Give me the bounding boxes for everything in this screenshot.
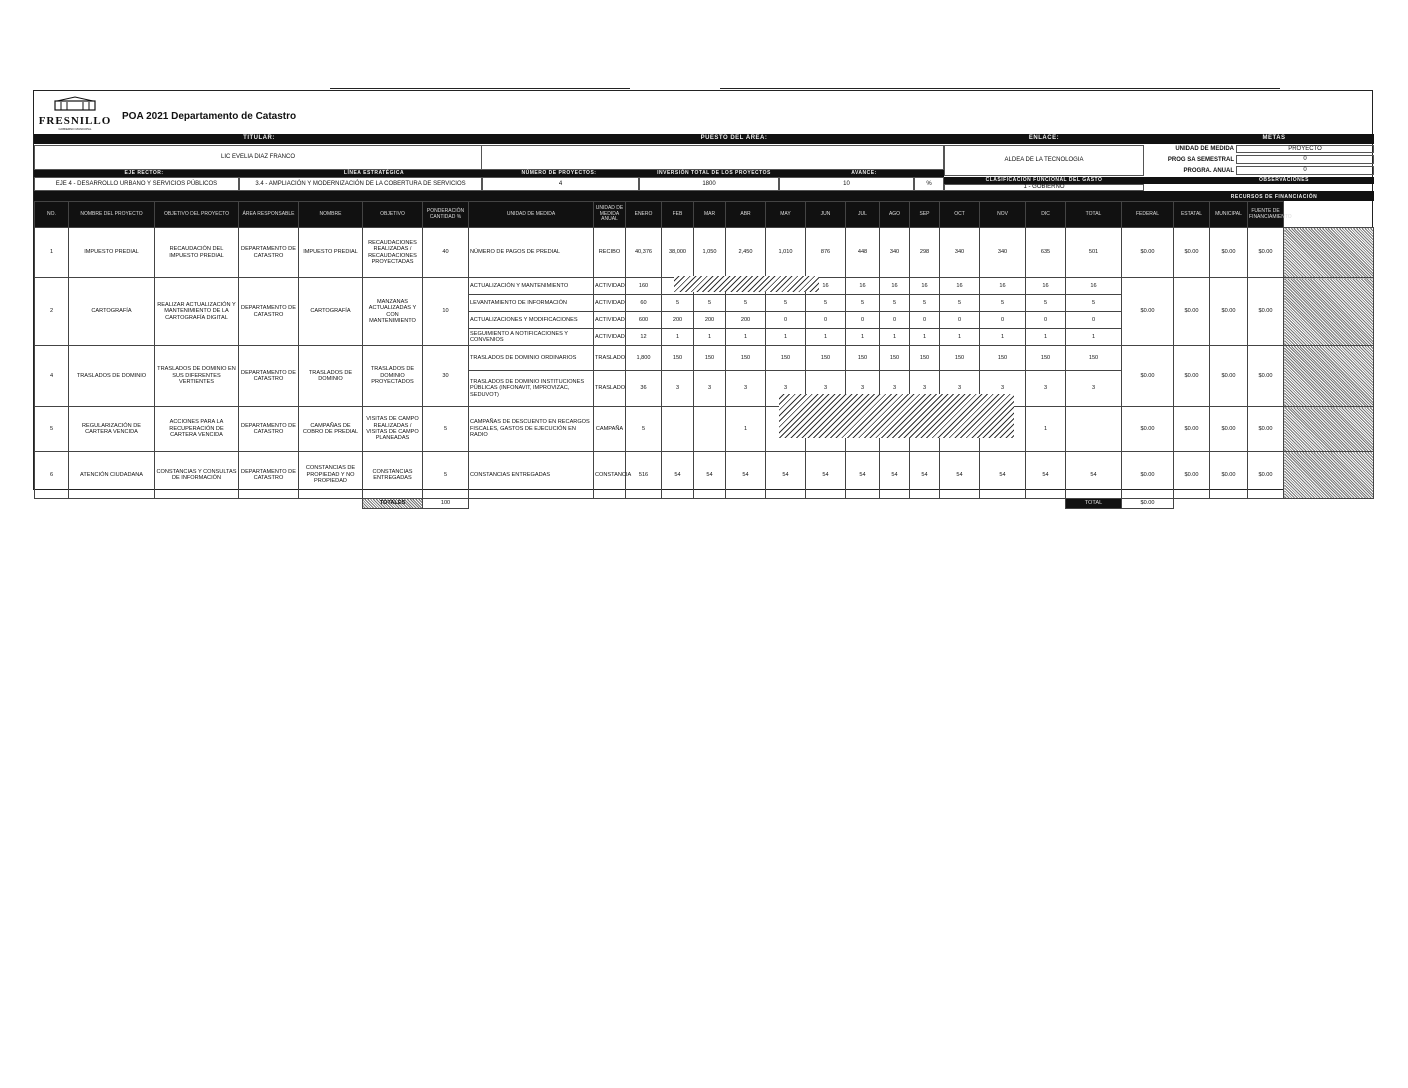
avance-label: AVANCE: bbox=[814, 170, 914, 176]
project-number: 1 bbox=[35, 228, 69, 278]
monthly-goal: 5 bbox=[766, 295, 806, 312]
logo-text: FRESNILLO bbox=[38, 115, 112, 127]
annual-goal: 40,376 bbox=[626, 228, 662, 278]
monthly-goal: 3 bbox=[1026, 371, 1066, 407]
monthly-goal: 1 bbox=[694, 329, 726, 346]
activity-unit: CAMPAÑA bbox=[594, 407, 626, 452]
table-row bbox=[35, 228, 1374, 278]
budget-amount: $0.00 bbox=[1248, 452, 1284, 499]
column-header: OCT bbox=[940, 202, 980, 228]
monthly-goal: 16 bbox=[910, 278, 940, 295]
responsible-area: DEPARTAMENTO DE CATASTRO bbox=[239, 452, 299, 499]
monthly-goal: 1 bbox=[980, 329, 1026, 346]
indicator-name: CONSTANCIAS DE PROPIEDAD Y NO PROPIEDAD bbox=[299, 452, 363, 499]
puesto-label: PUESTO DEL ÁREA: bbox=[634, 135, 834, 141]
project-objective: RECAUDACIÓN DEL IMPUESTO PREDIAL bbox=[155, 228, 239, 278]
monthly-goal: 5 bbox=[880, 295, 910, 312]
activity-unit: TRASLADO bbox=[594, 346, 626, 371]
monthly-goal: 3 bbox=[662, 371, 694, 407]
monthly-goal: 1,050 bbox=[694, 228, 726, 278]
monthly-goal: 16 bbox=[880, 278, 910, 295]
column-header: AGO bbox=[880, 202, 910, 228]
activity-description: ACTUALIZACIÓN Y MANTENIMIENTO bbox=[469, 278, 594, 295]
monthly-goal: 876 bbox=[806, 228, 846, 278]
column-header: UNIDAD DE MEDIDA ANUAL bbox=[594, 202, 626, 228]
monthly-goal: 5 bbox=[694, 295, 726, 312]
monthly-goal: 298 bbox=[910, 228, 940, 278]
activity-description: CONSTANCIAS ENTREGADAS bbox=[469, 452, 594, 499]
monthly-goal: 1 bbox=[726, 407, 766, 452]
monthly-goal: 16 bbox=[846, 278, 880, 295]
table-row bbox=[35, 407, 1374, 452]
column-header: ABR bbox=[726, 202, 766, 228]
totals-row bbox=[35, 499, 1374, 509]
monthly-goal: 200 bbox=[726, 312, 766, 329]
project-name: CARTOGRAFÍA bbox=[69, 278, 155, 346]
budget-amount: $0.00 bbox=[1248, 346, 1284, 407]
monthly-goal: 3 bbox=[910, 371, 940, 407]
column-header: JUL bbox=[846, 202, 880, 228]
avance-unit: % bbox=[914, 177, 944, 191]
unidad-medida-label: UNIDAD DE MEDIDA bbox=[1175, 146, 1234, 152]
num-proyectos-value: 4 bbox=[482, 177, 639, 191]
budget-amount: $0.00 bbox=[1248, 228, 1284, 278]
monthly-goal: 0 bbox=[880, 312, 910, 329]
column-header: UNIDAD DE MEDIDA bbox=[469, 202, 594, 228]
monthly-goal: 5 bbox=[1066, 295, 1122, 312]
column-header: NO. bbox=[35, 202, 69, 228]
monthly-goal: 0 bbox=[766, 312, 806, 329]
monthly-goal: 150 bbox=[980, 346, 1026, 371]
monthly-goal: 0 bbox=[846, 312, 880, 329]
budget-amount: $0.00 bbox=[1174, 452, 1210, 499]
monthly-goal: 150 bbox=[806, 346, 846, 371]
table-row bbox=[35, 346, 1374, 371]
monthly-goal: 38,000 bbox=[662, 228, 694, 278]
column-header: TOTAL bbox=[1066, 202, 1122, 228]
enlace-value: ALDEA DE LA TECNOLOGIA bbox=[944, 145, 1144, 176]
activity-description: TRASLADOS DE DOMINIO ORDINARIOS bbox=[469, 346, 594, 371]
monthly-goal: 150 bbox=[910, 346, 940, 371]
column-header: NOV bbox=[980, 202, 1026, 228]
monthly-goal: 3 bbox=[694, 371, 726, 407]
monthly-goal: 1 bbox=[766, 329, 806, 346]
enlace-label: ENLACE: bbox=[994, 135, 1094, 141]
project-number: 4 bbox=[35, 346, 69, 407]
monthly-goal: 1 bbox=[940, 329, 980, 346]
monthly-goal bbox=[1066, 407, 1122, 452]
activity-unit: RECIBO bbox=[594, 228, 626, 278]
activity-description: SEGUIMIENTO A NOTIFICACIONES Y CONVENIOS bbox=[469, 329, 594, 346]
project-name: ATENCIÓN CIUDADANA bbox=[69, 452, 155, 499]
project-objective: TRASLADOS DE DOMINIO EN SUS DIFERENTES VERTIENTES bbox=[155, 346, 239, 407]
column-header: ESTATAL bbox=[1174, 202, 1210, 228]
annual-goal: 160 bbox=[626, 278, 662, 295]
monthly-goal: 54 bbox=[940, 452, 980, 499]
monthly-goal: 340 bbox=[880, 228, 910, 278]
monthly-goal: 1 bbox=[1026, 407, 1066, 452]
monthly-goal: 3 bbox=[726, 371, 766, 407]
hatch-block bbox=[674, 276, 819, 292]
titular-label: TITULAR: bbox=[184, 135, 334, 141]
monthly-goal: 54 bbox=[980, 452, 1026, 499]
monthly-goal: 2,450 bbox=[726, 228, 766, 278]
unidad-medida-value: PROYECTO bbox=[1236, 145, 1374, 153]
budget-amount: $0.00 bbox=[1174, 407, 1210, 452]
monthly-goal: 150 bbox=[846, 346, 880, 371]
activity-unit: ACTIVIDAD bbox=[594, 329, 626, 346]
indicator-objective: RECAUDACIONES REALIZADAS / RECAUDACIONES PROYECTADAS bbox=[363, 228, 423, 278]
building-icon bbox=[53, 97, 97, 111]
monthly-goal: 0 bbox=[910, 312, 940, 329]
monthly-goal: 54 bbox=[806, 452, 846, 499]
monthly-goal: 340 bbox=[940, 228, 980, 278]
responsible-area: DEPARTAMENTO DE CATASTRO bbox=[239, 407, 299, 452]
monthly-goal: 0 bbox=[940, 312, 980, 329]
monthly-goal: 54 bbox=[910, 452, 940, 499]
totals-money: $0.00 bbox=[1122, 499, 1174, 509]
monthly-goal: 150 bbox=[662, 346, 694, 371]
monthly-goal: 54 bbox=[880, 452, 910, 499]
monthly-goal: 54 bbox=[662, 452, 694, 499]
column-header: MUNICIPAL bbox=[1210, 202, 1248, 228]
monthly-goal bbox=[694, 407, 726, 452]
monthly-goal bbox=[662, 407, 694, 452]
budget-amount: $0.00 bbox=[1210, 278, 1248, 346]
monthly-goal: 54 bbox=[846, 452, 880, 499]
activity-description: LEVANTAMIENTO DE INFORMACIÓN bbox=[469, 295, 594, 312]
responsible-area: DEPARTAMENTO DE CATASTRO bbox=[239, 228, 299, 278]
monthly-goal: 54 bbox=[1066, 452, 1122, 499]
municipal-logo bbox=[36, 97, 114, 133]
project-number: 5 bbox=[35, 407, 69, 452]
monthly-goal: 5 bbox=[806, 295, 846, 312]
totals-ponderacion: 100 bbox=[423, 499, 469, 509]
monthly-goal: 150 bbox=[1066, 346, 1122, 371]
inversion-label: INVERSIÓN TOTAL DE LOS PROYECTOS bbox=[644, 170, 784, 176]
monthly-goal: 150 bbox=[694, 346, 726, 371]
project-objective: CONSTANCIAS Y CONSULTAS DE INFORMACIÓN bbox=[155, 452, 239, 499]
monthly-goal: 54 bbox=[766, 452, 806, 499]
budget-amount: $0.00 bbox=[1122, 228, 1174, 278]
column-header: FEDERAL bbox=[1122, 202, 1174, 228]
project-name: IMPUESTO PREDIAL bbox=[69, 228, 155, 278]
monthly-goal: 5 bbox=[980, 295, 1026, 312]
prog-semestral-value: 0 bbox=[1236, 155, 1374, 164]
monthly-goal: 5 bbox=[910, 295, 940, 312]
monthly-goal: 16 bbox=[1066, 278, 1122, 295]
recursos-label: RECURSOS DE FINANCIACIÓN bbox=[1230, 194, 1318, 200]
project-name: REGULARIZACIÓN DE CARTERA VENCIDA bbox=[69, 407, 155, 452]
logo-subtext: GOBIERNO MUNICIPAL bbox=[58, 127, 92, 131]
monthly-goal: 54 bbox=[694, 452, 726, 499]
monthly-goal: 54 bbox=[1026, 452, 1066, 499]
activity-unit: ACTIVIDAD bbox=[594, 278, 626, 295]
column-header: ÁREA RESPONSABLE bbox=[239, 202, 299, 228]
column-header: ENERO bbox=[626, 202, 662, 228]
budget-amount: $0.00 bbox=[1122, 346, 1174, 407]
activity-description: ACTUALIZACIONES Y MODIFICACIONES bbox=[469, 312, 594, 329]
indicator-name: CAMPAÑAS DE COBRO DE PREDIAL bbox=[299, 407, 363, 452]
monthly-goal: 340 bbox=[980, 228, 1026, 278]
funding-source bbox=[1284, 346, 1374, 407]
monthly-goal: 150 bbox=[1026, 346, 1066, 371]
budget-amount: $0.00 bbox=[1122, 452, 1174, 499]
monthly-goal: 501 bbox=[1066, 228, 1122, 278]
monthly-goal: 150 bbox=[726, 346, 766, 371]
project-name: TRASLADOS DE DOMINIO bbox=[69, 346, 155, 407]
monthly-goal: 150 bbox=[940, 346, 980, 371]
monthly-goal: 0 bbox=[980, 312, 1026, 329]
budget-amount: $0.00 bbox=[1210, 228, 1248, 278]
project-objective: REALIZAR ACTUALIZACIÓN Y MANTENIMIENTO DE LA CARTOGRAFÍA DIGITAL bbox=[155, 278, 239, 346]
annual-goal: 516 bbox=[626, 452, 662, 499]
indicator-name: CARTOGRAFÍA bbox=[299, 278, 363, 346]
annual-goal: 12 bbox=[626, 329, 662, 346]
eje-rector-value: EJE 4 - DESARROLLO URBANO Y SERVICIOS PÚBLICOS bbox=[34, 177, 239, 191]
column-header: SEP bbox=[910, 202, 940, 228]
funding-source bbox=[1284, 228, 1374, 278]
linea-estrategica-value: 3.4 - AMPLIACIÓN Y MODERNIZACIÓN DE LA COBERTURA DE SERVICIOS bbox=[239, 177, 482, 191]
monthly-goal: 3 bbox=[1066, 371, 1122, 407]
monthly-goal: 1 bbox=[1066, 329, 1122, 346]
clasificacion-label: CLASIFICACIÓN FUNCIONAL DEL GASTO bbox=[944, 177, 1144, 184]
monthly-goal: 0 bbox=[1066, 312, 1122, 329]
funding-source bbox=[1284, 452, 1374, 499]
funding-source bbox=[1284, 407, 1374, 452]
monthly-goal: 1 bbox=[662, 329, 694, 346]
annual-goal: 1,800 bbox=[626, 346, 662, 371]
budget-amount: $0.00 bbox=[1122, 407, 1174, 452]
avance-value: 10 bbox=[779, 177, 914, 191]
column-header: OBJETIVO DEL PROYECTO bbox=[155, 202, 239, 228]
monthly-goal: 1,010 bbox=[766, 228, 806, 278]
monthly-goal: 150 bbox=[766, 346, 806, 371]
eje-rector-label: EJE RECTOR: bbox=[94, 170, 194, 176]
column-header: MAY bbox=[766, 202, 806, 228]
annual-goal: 5 bbox=[626, 407, 662, 452]
indicator-name: IMPUESTO PREDIAL bbox=[299, 228, 363, 278]
monthly-goal: 3 bbox=[846, 371, 880, 407]
monthly-goal: 1 bbox=[880, 329, 910, 346]
clasificacion-value: 1 - GOBIERNO bbox=[944, 184, 1144, 191]
monthly-goal: 1 bbox=[910, 329, 940, 346]
monthly-goal: 5 bbox=[940, 295, 980, 312]
column-header: FEB bbox=[662, 202, 694, 228]
monthly-goal: 200 bbox=[662, 312, 694, 329]
monthly-goal: 0 bbox=[806, 312, 846, 329]
funding-source bbox=[1284, 278, 1374, 346]
prog-anual-value: 0 bbox=[1236, 166, 1374, 175]
budget-amount: $0.00 bbox=[1174, 278, 1210, 346]
column-header: MAR bbox=[694, 202, 726, 228]
activity-unit: ACTIVIDAD bbox=[594, 295, 626, 312]
ponderacion: 10 bbox=[423, 278, 469, 346]
monthly-goal: 0 bbox=[1026, 312, 1066, 329]
indicator-objective: VISITAS DE CAMPO REALIZADAS / VISITAS DE CAMPO PLANEADAS bbox=[363, 407, 423, 452]
metas-label: METAS bbox=[1234, 135, 1314, 141]
monthly-goal: 5 bbox=[662, 295, 694, 312]
ponderacion: 30 bbox=[423, 346, 469, 407]
monthly-goal: 3 bbox=[766, 371, 806, 407]
indicator-objective: TRASLADOS DE DOMINIO PROYECTADOS bbox=[363, 346, 423, 407]
responsible-area: DEPARTAMENTO DE CATASTRO bbox=[239, 346, 299, 407]
totals-money-label: TOTAL bbox=[1066, 499, 1122, 509]
prog-anual-label: PROGRA. ANUAL bbox=[1183, 168, 1234, 174]
page-title: POA 2021 Departamento de Catastro bbox=[122, 111, 297, 122]
monthly-goal: 1 bbox=[726, 329, 766, 346]
observaciones-label: OBSERVACIONES bbox=[1234, 177, 1334, 183]
budget-amount: $0.00 bbox=[1122, 278, 1174, 346]
project-number: 2 bbox=[35, 278, 69, 346]
monthly-goal: 1 bbox=[806, 329, 846, 346]
monthly-goal: 16 bbox=[940, 278, 980, 295]
table-row bbox=[35, 452, 1374, 499]
monthly-goal: 16 bbox=[980, 278, 1026, 295]
prog-semestral-label: PROG SA SEMESTRAL bbox=[1167, 157, 1234, 163]
column-header: PONDERACIÓN CANTIDAD % bbox=[423, 202, 469, 228]
monthly-goal: 3 bbox=[880, 371, 910, 407]
column-header: OBJETIVO bbox=[363, 202, 423, 228]
monthly-goal: 54 bbox=[726, 452, 766, 499]
poa-table bbox=[34, 201, 1374, 509]
monthly-goal: 5 bbox=[1026, 295, 1066, 312]
num-proyectos-label: NÚMERO DE PROYECTOS: bbox=[484, 170, 634, 176]
inversion-value: 1800 bbox=[639, 177, 779, 191]
activity-description: TRASLADOS DE DOMINIO INSTITUCIONES PÚBLICAS (INFONAVIT, IMPROVIZAC, SEDUVOT) bbox=[469, 371, 594, 407]
indicator-objective: CONSTANCIAS ENTREGADAS bbox=[363, 452, 423, 499]
hatch-block bbox=[779, 394, 1014, 438]
monthly-goal: 150 bbox=[880, 346, 910, 371]
indicator-name: TRASLADOS DE DOMINIO bbox=[299, 346, 363, 407]
budget-amount: $0.00 bbox=[1248, 278, 1284, 346]
column-header: JUN bbox=[806, 202, 846, 228]
monthly-goal: 200 bbox=[694, 312, 726, 329]
monthly-goal: 16 bbox=[1026, 278, 1066, 295]
activity-unit: TRASLADO bbox=[594, 371, 626, 407]
activity-unit: CONSTANCIA bbox=[594, 452, 626, 499]
project-objective: ACCIONES PARA LA RECUPERACIÓN DE CARTERA VENCIDA bbox=[155, 407, 239, 452]
monthly-goal: 1 bbox=[1026, 329, 1066, 346]
ponderacion: 40 bbox=[423, 228, 469, 278]
monthly-goal: 16 bbox=[806, 278, 846, 295]
poa-sheet bbox=[33, 90, 1373, 507]
activity-description: CAMPAÑAS DE DESCUENTO EN RECARGOS FISCALES, GASTOS DE EJECUCIÓN EN RADIO bbox=[469, 407, 594, 452]
annual-goal: 60 bbox=[626, 295, 662, 312]
ponderacion: 5 bbox=[423, 452, 469, 499]
responsible-area: DEPARTAMENTO DE CATASTRO bbox=[239, 278, 299, 346]
project-number: 6 bbox=[35, 452, 69, 499]
monthly-goal: 1 bbox=[846, 329, 880, 346]
column-header: NOMBRE bbox=[299, 202, 363, 228]
monthly-goal: 5 bbox=[726, 295, 766, 312]
indicator-objective: MANZANAS ACTUALIZADAS Y CON MANTENIMIENTO bbox=[363, 278, 423, 346]
annual-goal: 600 bbox=[626, 312, 662, 329]
budget-amount: $0.00 bbox=[1174, 346, 1210, 407]
column-header: NOMBRE DEL PROYECTO bbox=[69, 202, 155, 228]
activity-unit: ACTIVIDAD bbox=[594, 312, 626, 329]
budget-amount: $0.00 bbox=[1248, 407, 1284, 452]
monthly-goal: 635 bbox=[1026, 228, 1066, 278]
titular-value: LIC EVELIA DIAZ FRANCO bbox=[34, 145, 482, 170]
budget-amount: $0.00 bbox=[1210, 452, 1248, 499]
budget-amount: $0.00 bbox=[1210, 346, 1248, 407]
monthly-goal: 3 bbox=[940, 371, 980, 407]
budget-amount: $0.00 bbox=[1210, 407, 1248, 452]
monthly-goal: 3 bbox=[980, 371, 1026, 407]
ponderacion: 5 bbox=[423, 407, 469, 452]
monthly-goal: 3 bbox=[806, 371, 846, 407]
budget-amount: $0.00 bbox=[1174, 228, 1210, 278]
column-header: FUENTE DE FINANCIAMIENTO bbox=[1248, 202, 1284, 228]
monthly-goal: 448 bbox=[846, 228, 880, 278]
monthly-goal: 5 bbox=[846, 295, 880, 312]
activity-description: NÚMERO DE PAGOS DE PREDIAL bbox=[469, 228, 594, 278]
linea-estrategica-label: LÍNEA ESTRATÉGICA bbox=[314, 170, 434, 176]
annual-goal: 36 bbox=[626, 371, 662, 407]
column-header: DIC bbox=[1026, 202, 1066, 228]
totals-label: TOTALES bbox=[363, 499, 423, 509]
